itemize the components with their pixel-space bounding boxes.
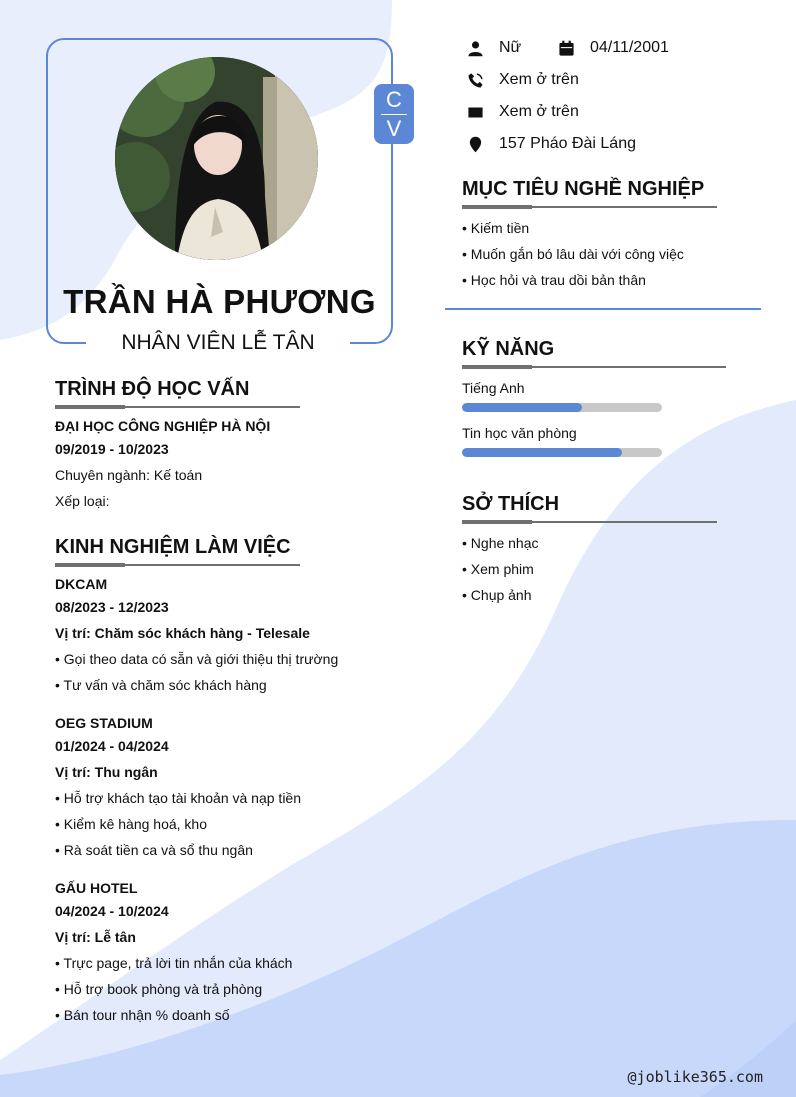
objective-rule — [462, 206, 717, 208]
section-divider — [445, 308, 761, 310]
experience-title: KINH NGHIỆM LÀM VIỆC — [55, 536, 291, 558]
footer-watermark: @joblike365.com — [627, 1068, 763, 1086]
list-item: • Tư vấn và chăm sóc khách hàng — [55, 677, 267, 693]
education-major: Chuyên ngành: Kế toán — [55, 467, 203, 483]
cv-badge-top: C — [386, 86, 402, 112]
job-entry — [55, 710, 301, 863]
list-item: • Chụp ảnh — [462, 587, 532, 603]
contact-gender — [465, 38, 669, 58]
job-position: Vị trí: Lễ tân — [55, 929, 136, 945]
list-item: • Hỗ trợ khách tạo tài khoản và nạp tiền — [55, 790, 302, 806]
list-item: • Xem phim — [462, 561, 534, 577]
list-item: • Hỗ trợ book phòng và trả phòng — [55, 981, 263, 997]
list-item: • Trực page, trả lời tin nhắn của khách — [55, 955, 293, 971]
skill-bar-fill — [462, 448, 622, 457]
cv-badge-divider — [381, 114, 407, 115]
list-item: • Gọi theo data có sẵn và giới thiệu thị trường — [55, 651, 339, 667]
education-block — [55, 413, 270, 514]
location-pin-icon — [465, 134, 485, 154]
list-item: • Rà soát tiền ca và sổ thu ngân — [55, 842, 253, 858]
email-value: Xem ở trên — [499, 103, 579, 120]
list-item: • Kiểm kê hàng hoá, kho — [55, 816, 207, 832]
list-item: • Bán tour nhận % doanh số — [55, 1007, 230, 1023]
experience-rule — [55, 564, 300, 566]
company-name: DKCAM — [55, 576, 108, 592]
skills-rule — [462, 366, 726, 368]
job-entry — [55, 571, 338, 698]
contact-address — [465, 134, 636, 154]
job-entry — [55, 875, 292, 1028]
full-name: TRẦN HÀ PHƯƠNG — [63, 283, 376, 320]
portrait-illustration — [115, 57, 318, 260]
list-item: • Học hỏi và trau dồi bản thân — [462, 272, 646, 288]
list-item: • Muốn gắn bó lâu dài với công việc — [462, 246, 684, 262]
hobbies-list — [462, 530, 539, 608]
contact-email — [465, 102, 579, 122]
list-item: • Kiếm tiền — [462, 220, 530, 236]
address-value: 157 Pháo Đài Láng — [499, 135, 636, 152]
objective-title: MỤC TIÊU NGHỀ NGHIỆP — [462, 178, 705, 200]
skill-name: Tiếng Anh — [462, 380, 525, 396]
job-position: Vị trí: Thu ngân — [55, 764, 158, 780]
objective-list — [462, 215, 684, 293]
skill-bar — [462, 448, 662, 457]
calendar-icon — [556, 38, 576, 58]
job-period: 08/2023 - 12/2023 — [55, 599, 169, 615]
job-position: Vị trí: Chăm sóc khách hàng - Telesale — [55, 625, 310, 641]
skill-bar — [462, 403, 662, 412]
school-name: ĐẠI HỌC CÔNG NGHIỆP HÀ NỘI — [55, 418, 271, 434]
phone-icon — [465, 70, 485, 90]
skills-title: KỸ NĂNG — [462, 338, 555, 360]
education-rule — [55, 406, 300, 408]
company-name: GẤU HOTEL — [55, 880, 138, 896]
company-name: OEG STADIUM — [55, 715, 153, 731]
hobbies-title: SỞ THÍCH — [462, 493, 560, 515]
education-title: TRÌNH ĐỘ HỌC VẤN — [55, 378, 250, 400]
avatar — [115, 57, 318, 260]
cv-badge — [374, 84, 414, 144]
education-grade: Xếp loại: — [55, 493, 110, 509]
cv-badge-bottom: V — [386, 115, 402, 141]
skill-bar-fill — [462, 403, 582, 412]
education-period: 09/2019 - 10/2023 — [55, 441, 169, 457]
job-period: 01/2024 - 04/2024 — [55, 738, 169, 754]
user-icon — [465, 38, 485, 58]
skill-name: Tin học văn phòng — [462, 425, 577, 441]
phone-value: Xem ở trên — [499, 71, 579, 88]
job-period: 04/2024 - 10/2024 — [55, 903, 169, 919]
list-item: • Nghe nhạc — [462, 535, 539, 551]
gender-value: Nữ — [499, 39, 522, 56]
envelope-icon — [465, 102, 485, 122]
job-title: NHÂN VIÊN LỄ TÂN — [86, 330, 350, 356]
birthday-value: 04/11/2001 — [590, 39, 669, 56]
hobbies-rule — [462, 521, 717, 523]
contact-phone — [465, 70, 579, 90]
